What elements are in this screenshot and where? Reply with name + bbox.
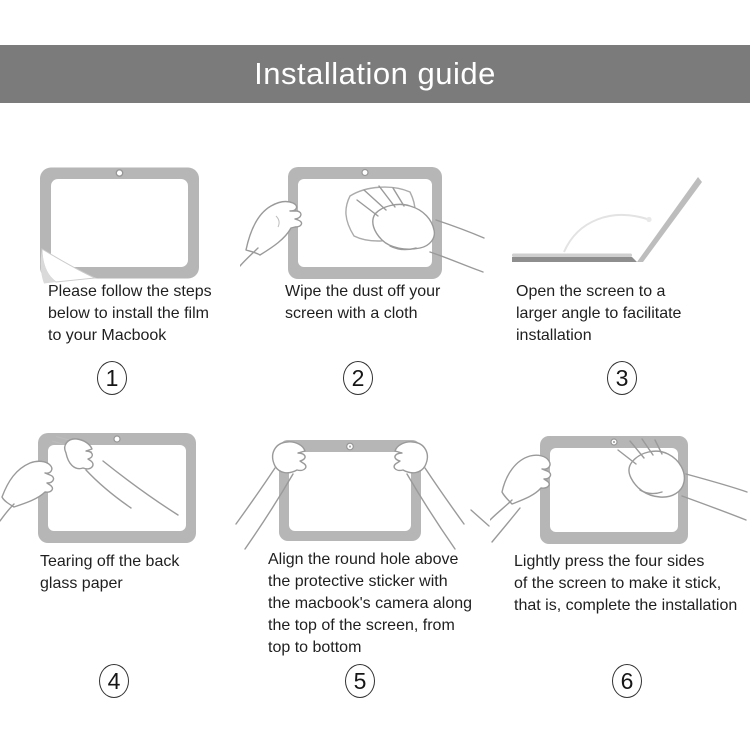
step-6-caption <box>514 551 737 617</box>
step-3-illustration <box>500 162 720 274</box>
align-film-two-hands-icon <box>235 430 490 550</box>
wipe-screen-cloth-icon <box>240 158 485 294</box>
step-5 <box>235 420 490 710</box>
caption-line: Please follow the steps <box>48 283 212 300</box>
step-2-caption <box>285 281 440 325</box>
step-3 <box>490 150 750 410</box>
step-1-caption <box>48 281 212 347</box>
camera-hole-icon <box>114 436 120 442</box>
caption-line: Open the screen to a <box>516 283 666 300</box>
caption-line: the top of the screen, from <box>268 617 455 634</box>
step-5-caption <box>268 549 472 659</box>
step-number-badge: 4 <box>99 664 129 698</box>
step-1 <box>0 150 240 410</box>
camera-hole-icon <box>362 170 368 176</box>
press-four-sides-icon <box>490 428 748 550</box>
step-number-badge: 6 <box>612 664 642 698</box>
tear-back-paper-icon <box>0 425 250 550</box>
caption-line: Tearing off the back <box>40 553 180 570</box>
step-4-illustration <box>0 425 250 550</box>
laptop-open-side-view-icon <box>500 162 720 274</box>
step-number-badge: 5 <box>345 664 375 698</box>
header-banner <box>0 45 750 103</box>
caption-line: the macbook's camera along <box>268 595 473 612</box>
page-title: Installation guide <box>254 56 496 91</box>
step-number-badge: 3 <box>607 361 637 395</box>
open-arc-arrow <box>564 215 647 252</box>
caption-line: that is, complete the installation <box>514 597 738 614</box>
caption-line: to your Macbook <box>48 327 167 344</box>
caption-line: of the screen to make it stick, <box>514 575 722 592</box>
film-peeling-corner-icon <box>39 166 201 290</box>
caption-line: screen with a cloth <box>285 305 418 322</box>
caption-line: Wipe the dust off your <box>285 283 441 300</box>
step-number-badge: 2 <box>343 361 373 395</box>
caption-line: below to install the film <box>48 305 209 322</box>
caption-line: Lightly press the four sides <box>514 553 705 570</box>
step-2-illustration <box>240 158 485 294</box>
step-4 <box>0 420 250 710</box>
laptop-base <box>512 254 632 258</box>
caption-line: larger angle to facilitate <box>516 305 682 322</box>
caption-line: installation <box>516 327 592 344</box>
camera-hole-icon <box>116 170 122 176</box>
step-1-illustration <box>39 166 201 290</box>
caption-line: top to bottom <box>268 639 362 656</box>
caption-line: glass paper <box>40 575 123 592</box>
step-3-caption <box>516 281 681 347</box>
step-6 <box>490 420 750 710</box>
step-2 <box>240 150 490 410</box>
step-5-illustration <box>235 430 490 550</box>
step-6-illustration <box>490 428 748 550</box>
caption-line: Align the round hole above <box>268 551 459 568</box>
step-4-caption <box>40 551 179 595</box>
caption-line: the protective sticker with <box>268 573 448 590</box>
step-number-badge: 1 <box>97 361 127 395</box>
